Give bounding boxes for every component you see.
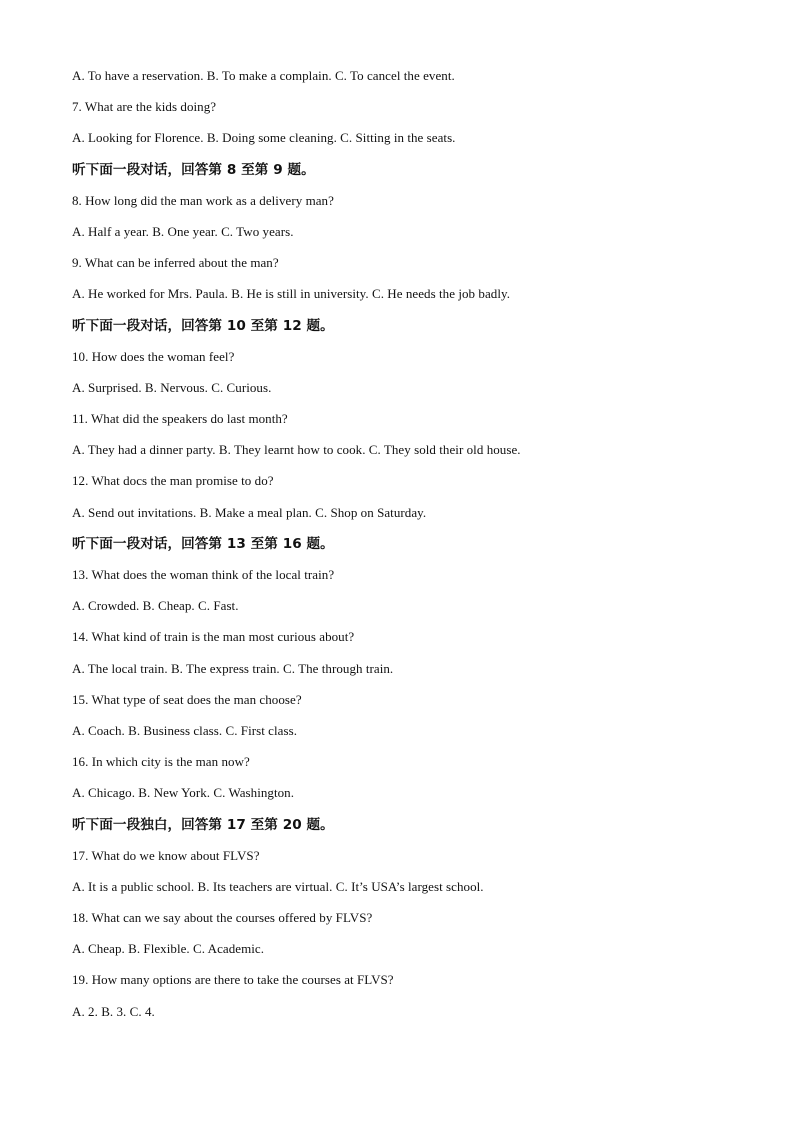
option-line: A. Chicago. B. New York. C. Washington. xyxy=(72,785,295,801)
option-line: A. He worked for Mrs. Paula. B. He is still in university. C. He needs the job badly. xyxy=(72,286,510,302)
option-line: A. Crowded. B. Cheap. C. Fast. xyxy=(72,598,239,614)
option-line: A. 2. B. 3. C. 4. xyxy=(72,1003,155,1019)
option-line: A. The local train. B. The express train. C. The through train. xyxy=(72,660,394,676)
question-15: 15. What type of seat does the man choose? xyxy=(72,691,302,707)
question-16: 16. In which city is the man now? xyxy=(72,754,250,770)
question-19: 19. How many options are there to take the courses at FLVS? xyxy=(72,972,394,988)
option-line: A. To have a reservation. B. To make a complain. C. To cancel the event. xyxy=(72,68,455,83)
section-heading: 听下面一段独白，回答第 17 至第 20 题。 xyxy=(72,816,334,833)
option-line: A. Half a year. B. One year. C. Two years. xyxy=(72,223,294,239)
option-line: A. Send out invitations. B. Make a meal plan. C. Shop on Saturday. xyxy=(72,504,427,520)
question-10: 10. How does the woman feel? xyxy=(72,348,235,364)
question-9: 9. What can be inferred about the man? xyxy=(72,255,279,271)
question-17: 17. What do we know about FLVS? xyxy=(72,847,260,863)
option-line: A. They had a dinner party. B. They learnt how to cook. C. They sold their old house. xyxy=(72,442,521,458)
question-18: 18. What can we say about the courses offered by FLVS? xyxy=(72,910,373,926)
question-11: 11. What did the speakers do last month? xyxy=(72,411,288,427)
option-line: A. It is a public school. B. Its teachers are virtual. C. It’s USA’s largest school. xyxy=(72,878,484,894)
option-line: A. Looking for Florence. B. Doing some cleaning. C. Sitting in the seats. xyxy=(72,130,456,146)
option-line: A. Coach. B. Business class. C. First class. xyxy=(72,722,298,738)
question-12: 12. What docs the man promise to do? xyxy=(72,473,274,489)
question-14: 14. What kind of train is the man most curious about? xyxy=(72,629,355,645)
option-line: A. Cheap. B. Flexible. C. Academic. xyxy=(72,941,265,957)
question-8: 8. How long did the man work as a delivery man? xyxy=(72,192,334,208)
section-heading: 听下面一段对话，回答第 8 至第 9 题。 xyxy=(72,161,315,178)
question-7: 7. What are the kids doing? xyxy=(72,99,217,115)
option-line: A. Surprised. B. Nervous. C. Curious. xyxy=(72,379,272,395)
exam-page xyxy=(72,66,752,1033)
section-heading: 听下面一段对话，回答第 10 至第 12 题。 xyxy=(72,317,334,334)
question-13: 13. What does the woman think of the local train? xyxy=(72,567,335,582)
section-heading: 听下面一段对话，回答第 13 至第 16 题。 xyxy=(72,535,334,552)
